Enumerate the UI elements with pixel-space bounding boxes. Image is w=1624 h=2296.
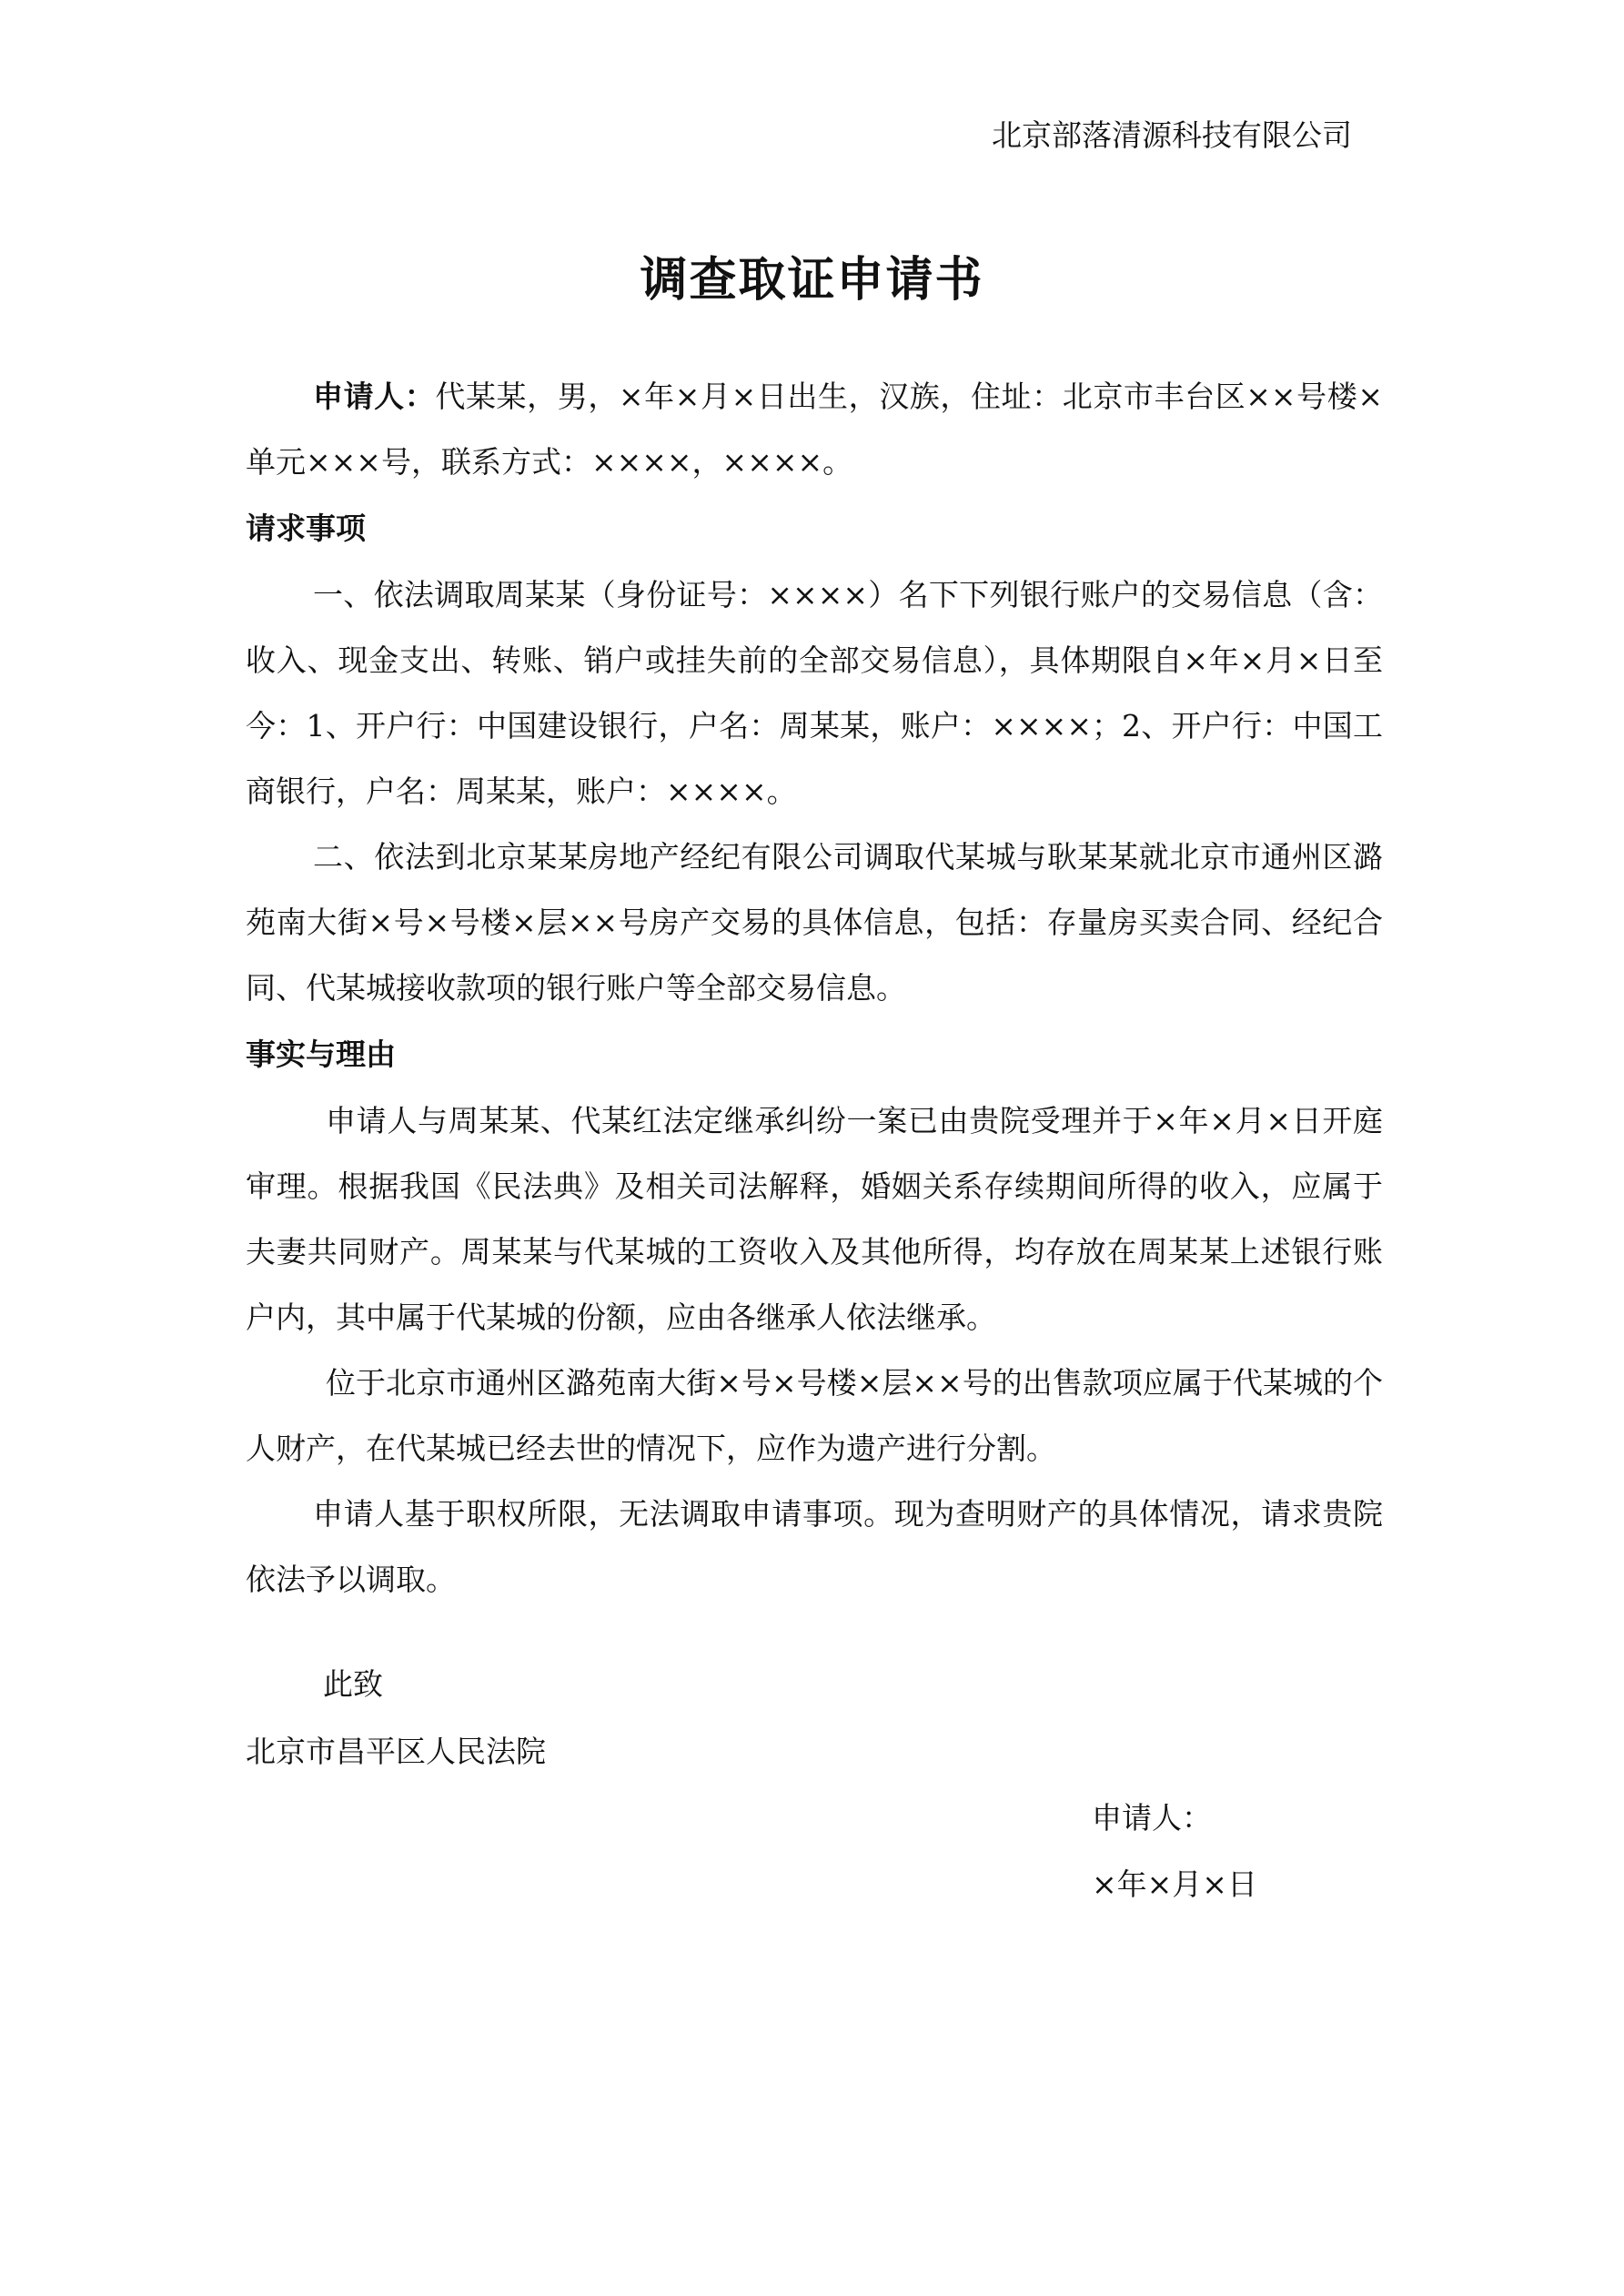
document-body (246, 364, 1383, 1613)
document-title: 调查取证申请书 (640, 252, 984, 308)
reasons-heading: 事实与理由 (246, 1037, 396, 1072)
applicant-label: 申请人： (313, 379, 436, 414)
requests-heading: 请求事项 (246, 511, 366, 546)
reason-paragraph-3: 申请人基于职权所限，无法调取申请事项。现为查明财产的具体情况，请求贵院依法予以调取。 (246, 1496, 1383, 1597)
reason-paragraph-1: 申请人与周某某、代某红法定继承纠纷一案已由贵院受理并于×年×月×日开庭审理。根据我国《民法典》及相关司法解释，婚姻关系存续期间所得的收入，应属于夫妻共同财产。周某某与代某城的工资收入及其他所得，均存放在周某某上述银行账户内，其中属于代某城的份额，应由各继承人依法继承。 (246, 1103, 1383, 1335)
signature-applicant-label: 申请人： (1092, 1800, 1212, 1836)
closing-salutation: 此致 (323, 1666, 383, 1702)
applicant-text: 代某某，男，×年×月×日出生，汉族，住址：北京市丰台区××号楼×单元×××号，联系方式：××××，××××。 (246, 379, 1384, 480)
signature-date: ×年×月×日 (1092, 1866, 1257, 1902)
request-item-1: 一、依法调取周某某（身份证号：××××）名下下列银行账户的交易信息（含：收入、现金支出、转账、销户或挂失前的全部交易信息），具体期限自×年×月×日至今：1、开户行：中国建设银行，户名：周某某，账户：××××；2、开户行：中国工商银行，户名：周某某，账户：××××。 (246, 577, 1383, 809)
applicant-paragraph (246, 364, 1383, 495)
request-item-2: 二、依法到北京某某房地产经纪有限公司调取代某城与耿某某就北京市通州区潞苑南大街×号×号楼×层××号房产交易的具体信息，包括：存量房买卖合同、经纪合同、代某城接收款项的银行账户等全部交易信息。 (246, 839, 1383, 1006)
reason-paragraph-2: 位于北京市通州区潞苑南大街×号×号楼×层××号的出售款项应属于代某城的个人财产，在代某城已经去世的情况下，应作为遗产进行分割。 (246, 1365, 1383, 1466)
company-header: 北京部落清源科技有限公司 (992, 117, 1352, 153)
recipient-court: 北京市昌平区人民法院 (246, 1734, 546, 1769)
